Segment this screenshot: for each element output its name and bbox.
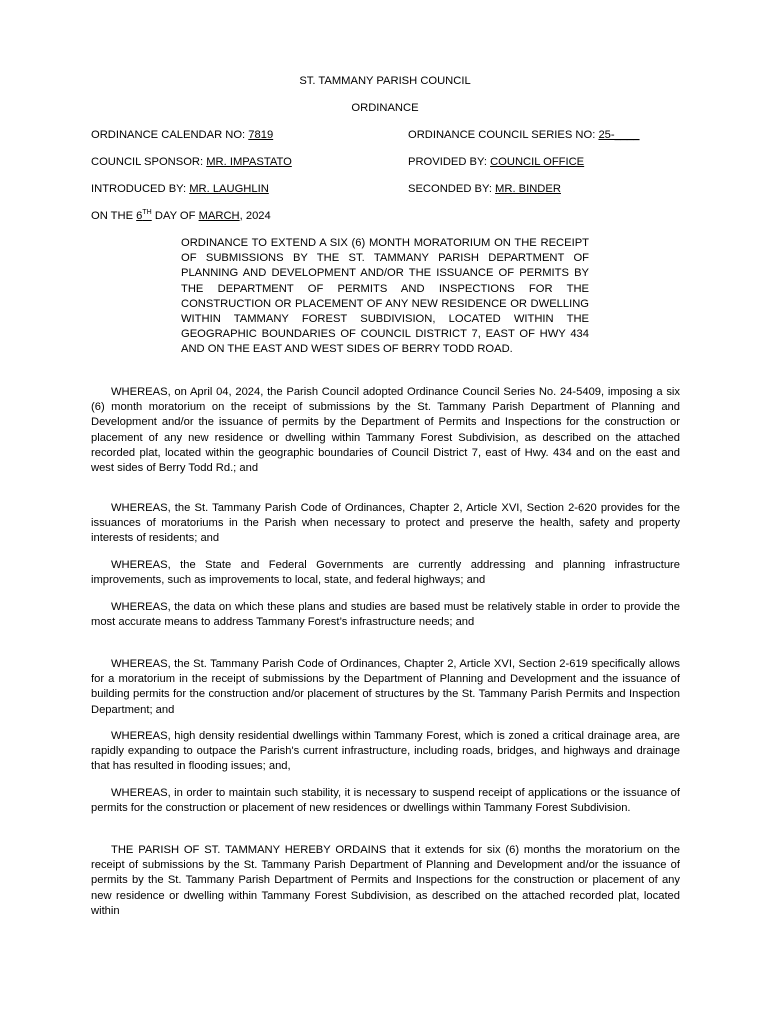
paragraph-text: THE PARISH OF ST. TAMMANY HEREBY ORDAINS that it extends for six (6) months the moratorium on the receipt of submissions by the St. Tammany Parish Department of Planning and Development and/or the issuance of permits by the St. Tammany Parish Department of Permits and Inspections for the construction or placement of any new residence or dwelling within Tammany Forest Subdivision, as described on the attached recorded plat, located within [91,844,680,917]
date-year: , 2024 [239,210,271,222]
paragraph-text: WHEREAS, the State and Federal Governments are currently addressing and planning infrastructure improvements, such as improvements to local, state, and federal highways; and [91,559,680,587]
paragraph-text: WHEREAS, the St. Tammany Parish Code of Ordinances, Chapter 2, Article XVI, Section 2-620 provides for the issuances of moratoriums in the Parish when necessary to protect and preserve the health, safety and property interests of residents; and [91,502,680,545]
whereas-paragraph-7 [91,786,680,816]
calendar-value: 7819 [248,129,274,141]
council-sponsor [91,155,292,169]
date-month: MARCH [198,210,240,222]
seconded-label: SECONDED BY: [408,183,496,195]
paragraph-text: WHEREAS, on April 04, 2024, the Parish Council adopted Ordinance Council Series No. 24-5409, imposing a six (6) month moratorium on the receipt of submissions by the St. Tammany Parish Department of Planning and Development and/or the issuance of permits by the Department of Permits and Inspections for the construction or placement of any new residence or dwelling within Tammany Forest Subdivision, as described on the attached recorded plat, located within the geographic boundaries of Council District 7, east of Hwy. 434 and on the east and west sides of Berry Todd Rd.; and [91,386,680,475]
date-mid: DAY OF [151,210,199,222]
introduced-by [91,182,269,196]
provided-value: COUNCIL OFFICE [490,156,585,168]
seconded-value: MR. BINDER [495,183,561,195]
whereas-paragraph-2 [91,501,680,547]
paragraph-text: WHEREAS, high density residential dwellings within Tammany Forest, which is zoned a critical drainage area, are rapidly expanding to outpace the Parish's current infrastructure, including roads, bridges, and highways and drainage that has resulted in flooding issues; and, [91,730,680,773]
calendar-number [91,128,273,142]
ordains-paragraph [91,843,680,919]
introduced-value: MR. LAUGHLIN [189,183,269,195]
whereas-paragraph-5 [91,657,680,718]
ordinance-title: ORDINANCE TO EXTEND A SIX (6) MONTH MORATORIUM ON THE RECEIPT OF SUBMISSIONS BY THE ST. TAMMANY PARISH DEPARTMENT OF PLANNING AND DEVELOPMENT AND/OR THE ISSUANCE OF PERMITS BY THE DEPARTMENT OF PERMITS AND INSPECTIONS FOR THE CONSTRUCTION OR PLACEMENT OF ANY NEW RESIDENCE OR DWELLING WITHIN TAMMANY FOREST SUBDIVISION, LOCATED WITHIN THE GEOGRAPHIC BOUNDARIES OF COUNCIL DISTRICT 7, EAST OF HWY 434 AND ON THE EAST AND WEST SIDES OF BERRY TODD ROAD. [181,237,589,356]
paragraph-text: WHEREAS, in order to maintain such stability, it is necessary to suspend receipt of applications or the issuance of permits for the construction or placement of new residences or dwellings within Tammany Forest Subdivision. [91,787,680,815]
paragraph-text: WHEREAS, the data on which these plans and studies are based must be relatively stable in order to provide the most accurate means to address Tammany Forest’s infrastructure needs; and [91,601,680,629]
date-day-number: 6 [136,210,143,222]
seconded-by [408,182,561,196]
sponsor-value: MR. IMPASTATO [206,156,292,168]
council-heading: ST. TAMMANY PARISH COUNCIL [299,75,471,87]
paragraph-text: WHEREAS, the St. Tammany Parish Code of Ordinances, Chapter 2, Article XVI, Section 2-619 specifically allows for a moratorium in the receipt of submissions by the Department of Planning and Development and the issuance of building permits for the construction and/or placement of structures by the St. Tammany Parish Permits and Inspection Department; and [91,658,680,716]
series-value: 25-____ [598,129,640,141]
date-day [136,210,152,222]
whereas-paragraph-1 [91,385,680,476]
series-number [408,128,640,142]
introduced-label: INTRODUCED BY: [91,183,190,195]
whereas-paragraph-6 [91,729,680,775]
provided-label: PROVIDED BY: [408,156,491,168]
provided-by [408,155,584,169]
meeting-date [91,209,271,223]
calendar-label: ORDINANCE CALENDAR NO: [91,129,249,141]
document-type-heading: ORDINANCE [351,102,419,114]
sponsor-label: COUNCIL SPONSOR: [91,156,207,168]
whereas-paragraph-3 [91,558,680,588]
date-day-suffix: TH [142,209,152,216]
date-prefix: ON THE [91,210,137,222]
whereas-paragraph-4 [91,600,680,630]
series-label: ORDINANCE COUNCIL SERIES NO: [408,129,599,141]
